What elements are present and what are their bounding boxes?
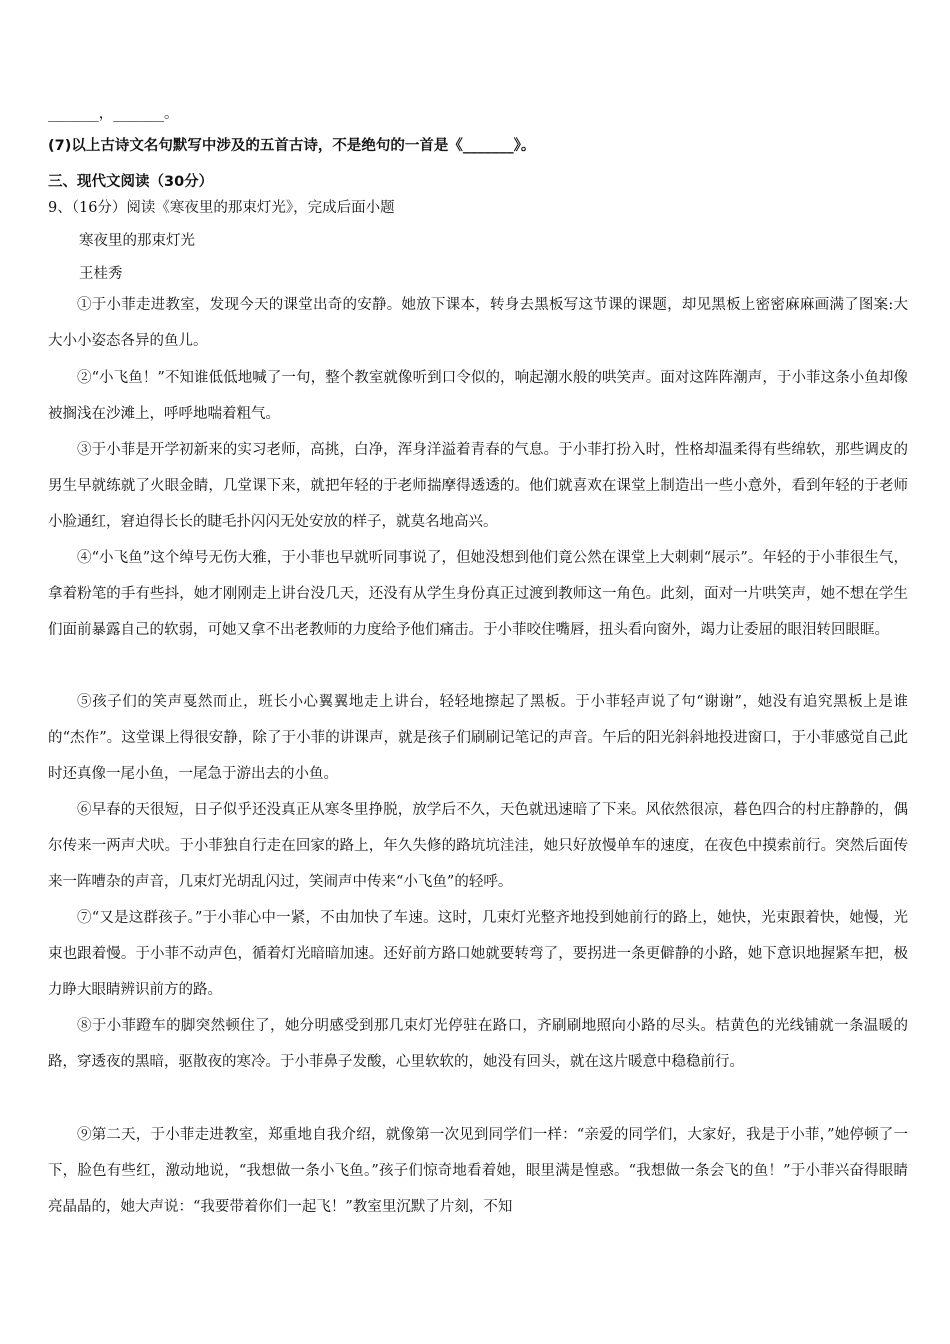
article-paragraph-4: ④“小飞鱼”这个绰号无伤大雅，于小菲也早就听同事说了，但她没想到他们竟公然在课堂上大刺刺“展示”。年轻的于小菲很生气，拿着粉笔的手有些抖，她才刚刚走上讲台没几天，还没有从学生身份真正过渡到教师这一角色。此刻，面对一片哄笑声，她不想在学生们面前暴露自己的软弱，可她又拿不出老教师的力度给予他们痛击。于小菲咬住嘴唇，扭头看向窗外，竭力让委屈的眼泪转回眼眶。 [48,550,908,639]
article-paragraph-6: ⑥早春的天很短，日子似乎还没真正从寒冬里挣脱，放学后不久，天色就迅速暗了下来。风依然很凉，暮色四合的村庄静静的，偶尔传来一两声犬吠。于小菲独自行走在回家的路上，年久失修的路坑坑洼洼，她只好放慢单车的速度，在夜色中摸索前行。突然后面传来一阵嘈杂的声音，几束灯光胡乱闪过，笑闹声中传来“小飞鱼”的轻呼。 [48,802,908,891]
article-paragraph-2: ②“小飞鱼！”不知谁低低地喊了一句，整个教室就像听到口令似的，响起潮水般的哄笑声。面对这阵阵潮声，于小菲这条小鱼却像被搁浅在沙滩上，呼呼地喘着粗气。 [48,370,908,423]
article-paragraph-9: ⑨第二天，于小菲走进教室，郑重地自我介绍，就像第一次见到同学们一样：“亲爱的同学们，大家好，我是于小菲，”她停顿了一下，脸色有些红，激动地说，“我想做一条小飞鱼。”孩子们惊奇地看着她，眼里满是惶惑。“我想做一条会飞的鱼！”于小菲兴奋得眼睛亮晶晶的，她大声说：“我要带着你们一起飞！”教室里沉默了片刻，不知 [48,1127,908,1216]
article-paragraph-7: ⑦“又是这群孩子。”于小菲心中一紧，不由加快了车速。这时，几束灯光整齐地投到她前行的路上，她快，光束跟着快，她慢，光束也跟着慢。于小菲不动声色，循着灯光暗暗加速。还好前方路口她就要转弯了，要拐进一条更僻静的小路，她下意识地握紧车把，极力睁大眼睛辨识前方的路。 [48,910,908,999]
question-7: (7)以上古诗文名句默写中涉及的五首古诗，不是绝句的一首是《_______》。 [48,138,536,154]
article-title: 寒夜里的那束灯光 [79,233,195,249]
previous-question-blanks: _______，_______。 [48,106,179,122]
article-paragraph-5: ⑤孩子们的笑声戛然而止，班长小心翼翼地走上讲台，轻轻地擦起了黑板。于小菲轻声说了句“谢谢”，她没有追究黑板上是谁的“杰作”。这堂课上得很安静，除了于小菲的讲课声，就是孩子们刷刷记笔记的声音。午后的阳光斜斜地投进窗口，于小菲感觉自己此时还真像一尾小鱼，一尾急于游出去的小鱼。 [48,694,908,783]
question-9-intro: 9、（16分）阅读《寒夜里的那束灯光》，完成后面小题 [48,200,395,216]
section-heading: 三、现代文阅读（30分） [48,174,214,190]
article-paragraph-1: ①于小菲走进教室，发现今天的课堂出奇的安静。她放下课本，转身去黑板写这节课的课题，却见黑板上密密麻麻画满了图案:大大小小姿态各异的鱼儿。 [48,297,908,350]
article-author: 王桂秀 [79,266,123,282]
article-paragraph-3: ③于小菲是开学初新来的实习老师，高挑，白净，浑身洋溢着青春的气息。于小菲打扮入时，性格却温柔得有些绵软，那些调皮的男生早就练就了火眼金睛，几堂课下来，就把年轻的于老师揣摩得透透的。他们就喜欢在课堂上制造出一些小意外，看到年轻的于老师小脸通红，窘迫得长长的睫毛扑闪闪无处安放的样子，就莫名地高兴。 [48,442,908,531]
article-paragraph-8: ⑧于小菲蹬车的脚突然顿住了，她分明感受到那几束灯光停驻在路口，齐刷刷地照向小路的尽头。桔黄色的光线铺就一条温暖的路，穿透夜的黑暗，驱散夜的寒冷。于小菲鼻子发酸，心里软软的，她没有回头，就在这片暖意中稳稳前行。 [48,1018,908,1071]
